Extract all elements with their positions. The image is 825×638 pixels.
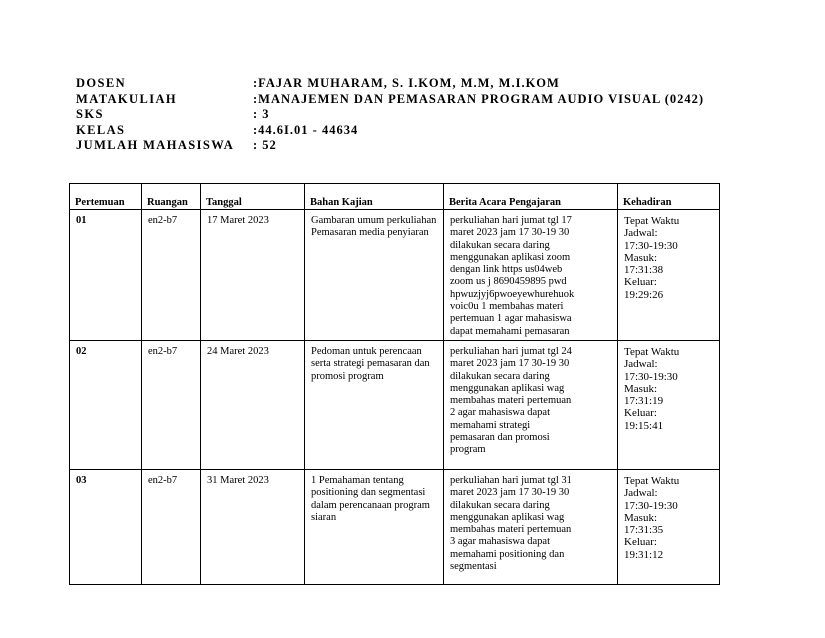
- kehadiran-keluar-value: 19:29:26: [624, 288, 664, 301]
- berita-line: maret 2023 jam 17 30-19 30: [450, 487, 570, 499]
- berita-acara-cell: [444, 340, 618, 469]
- kehadiran-keluar-label: Keluar:: [624, 276, 657, 289]
- bahan-kajian-cell: Gambaran umum perkuliahan Pemasaran media penyiaran: [305, 210, 444, 341]
- berita-line: voic0u 1 membahas materi: [450, 301, 564, 313]
- kehadiran-cell: [618, 469, 720, 584]
- tanggal-cell: 17 Maret 2023: [201, 210, 305, 341]
- ruangan-cell: en2-b7: [142, 469, 201, 584]
- jumlah-mahasiswa-value: : 52: [253, 138, 277, 152]
- berita-line: program: [450, 444, 486, 456]
- column-header-berita-acara: Berita Acara Pengajaran: [444, 184, 618, 210]
- berita-line: menggunakan aplikasi wag: [450, 511, 565, 523]
- berita-acara-cell: [444, 469, 618, 584]
- kehadiran-keluar-label: Keluar:: [624, 407, 657, 420]
- berita-line: dilakukan secara daring: [450, 239, 550, 251]
- kehadiran-masuk-value: 17:31:35: [624, 524, 664, 537]
- bahan-kajian-cell: 1 Pemahaman tentang positioning dan segmentasi dalam perencanaan program siaran: [305, 469, 444, 584]
- kehadiran-jadwal-value: 17:30-19:30: [624, 499, 678, 512]
- kehadiran-masuk-label: Masuk:: [624, 511, 657, 524]
- table-row: [70, 469, 720, 584]
- tanggal-cell: 24 Maret 2023: [201, 340, 305, 469]
- attendance-table: [69, 183, 720, 585]
- ruangan-cell: en2-b7: [142, 210, 201, 341]
- sks-value: : 3: [253, 107, 270, 121]
- berita-line: maret 2023 jam 17 30-19 30: [450, 358, 570, 370]
- dosen-label: DOSEN: [76, 76, 127, 90]
- kehadiran-masuk-label: Masuk:: [624, 382, 657, 395]
- column-header-ruangan: Ruangan: [142, 184, 201, 210]
- berita-line: memahami strategi: [450, 419, 531, 431]
- kehadiran-keluar-value: 19:15:41: [624, 419, 664, 432]
- kehadiran-status: Tepat Waktu: [624, 474, 680, 487]
- matakuliah-label: MATAKULIAH: [76, 91, 178, 106]
- kehadiran-cell: [618, 340, 720, 469]
- kehadiran-jadwal-label: Jadwal:: [624, 358, 658, 371]
- kehadiran-status: Tepat Waktu: [624, 345, 680, 358]
- kelas-label: KELAS: [76, 122, 126, 137]
- kehadiran-jadwal-label: Jadwal:: [624, 487, 658, 500]
- column-header-tanggal: Tanggal: [201, 184, 305, 210]
- berita-line: membahas materi pertemuan: [450, 395, 572, 407]
- berita-line: perkuliahan hari jumat tgl 17: [450, 215, 572, 226]
- matakuliah-value: :MANAJEMEN DAN PEMASARAN PROGRAM AUDIO VISUAL (0242): [253, 91, 705, 106]
- berita-line: 2 agar mahasiswa dapat: [450, 407, 551, 419]
- dosen-value: :FAJAR MUHARAM, S. I.KOM, M.M, M.I.KOM: [253, 76, 560, 90]
- berita-line: 3 agar mahasiswa dapat: [450, 536, 551, 548]
- bahan-kajian-cell: Pedoman untuk perencaan serta strategi pemasaran dan promosi program: [305, 340, 444, 469]
- kehadiran-keluar-value: 19:31:12: [624, 548, 664, 561]
- kehadiran-jadwal-value: 17:30-19:30: [624, 239, 678, 252]
- jumlah-mahasiswa-label: JUMLAH MAHASISWA: [76, 138, 235, 152]
- sks-label: SKS: [76, 107, 104, 121]
- berita-line: dapat memahami pemasaran: [450, 325, 570, 337]
- column-header-bahan-kajian: Bahan Kajian: [305, 184, 444, 210]
- berita-line: memahami positioning dan: [450, 548, 565, 560]
- berita-line: menggunakan aplikasi wag: [450, 382, 565, 394]
- berita-line: perkuliahan hari jumat tgl 31: [450, 474, 572, 486]
- ruangan-cell: en2-b7: [142, 340, 201, 469]
- berita-line: dengan link https us04web: [450, 264, 563, 276]
- berita-line: pemasaran dan promosi: [450, 432, 550, 444]
- berita-line: membahas materi pertemuan: [450, 524, 572, 536]
- table-row: [70, 340, 720, 469]
- table-row: [70, 210, 720, 341]
- berita-acara-cell: [444, 210, 618, 341]
- berita-line: menggunakan aplikasi zoom: [450, 251, 571, 263]
- berita-line: perkuliahan hari jumat tgl 24: [450, 345, 572, 357]
- kehadiran-keluar-label: Keluar:: [624, 536, 657, 549]
- pertemuan-cell: 01: [70, 210, 142, 341]
- kelas-value: :44.6I.01 - 44634: [253, 122, 359, 137]
- kehadiran-jadwal-value: 17:30-19:30: [624, 370, 678, 383]
- berita-line: zoom us j 8690459895 pwd: [450, 276, 567, 288]
- kehadiran-masuk-value: 17:31:38: [624, 264, 664, 277]
- berita-line: segmentasi: [450, 561, 497, 573]
- column-header-kehadiran: Kehadiran: [618, 184, 720, 210]
- column-header-pertemuan: Pertemuan: [70, 184, 142, 210]
- tanggal-cell: 31 Maret 2023: [201, 469, 305, 584]
- berita-line: pertemuan 1 agar mahasiswa: [450, 313, 572, 325]
- kehadiran-status: Tepat Waktu: [624, 215, 680, 227]
- berita-line: hpwuzjyj6pwoeyewhurehuok: [450, 288, 575, 300]
- kehadiran-cell: [618, 210, 720, 341]
- berita-line: dilakukan secara daring: [450, 499, 550, 511]
- berita-line: dilakukan secara daring: [450, 370, 550, 382]
- table-header-row: [70, 184, 720, 210]
- pertemuan-cell: 02: [70, 340, 142, 469]
- kehadiran-jadwal-label: Jadwal:: [624, 227, 658, 240]
- kehadiran-masuk-value: 17:31:19: [624, 395, 664, 408]
- kehadiran-masuk-label: Masuk:: [624, 251, 657, 264]
- berita-line: maret 2023 jam 17 30-19 30: [450, 227, 570, 239]
- pertemuan-cell: 03: [70, 469, 142, 584]
